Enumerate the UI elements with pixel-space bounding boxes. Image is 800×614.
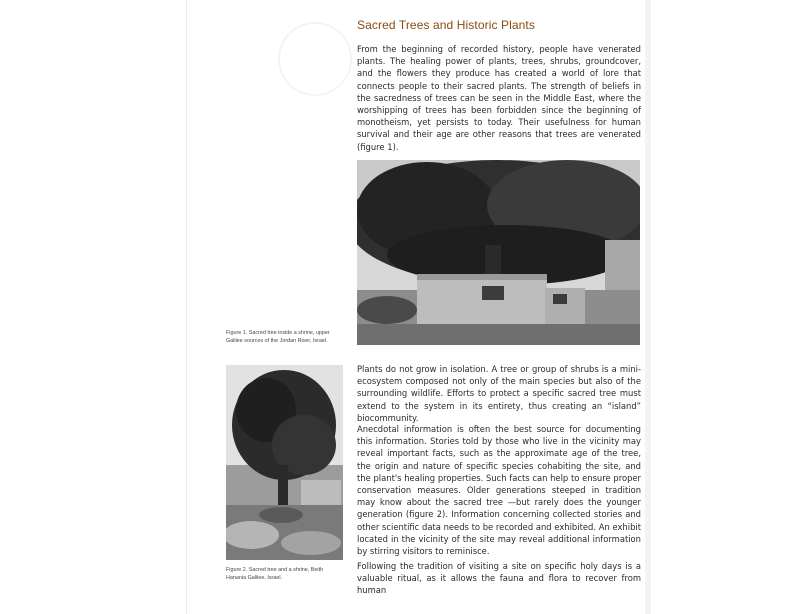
- figure-1-photo: [357, 160, 640, 345]
- tree-and-shrine-image: [226, 365, 343, 560]
- bleed-through-mark: [278, 22, 352, 96]
- paragraph-4: Following the tradition of visiting a site on specific holy days is a valuable ritual, as it allows the fauna and flora to recover from human: [357, 561, 641, 596]
- figure-2-photo: [226, 365, 343, 560]
- paragraph-2: Plants do not grow in isolation. A tree or group of shrubs is a mini-ecosystem composed not only of the main species but also of the surrounding wildlife. Efforts to protect a specific sacred tree must extend to the system in its entirety, thus creating an “island” biocommunity.: [357, 364, 641, 423]
- figure-2-caption: Figure 2. Sacred tree and a shrine, Beith Hanania Galilee, Israel.: [226, 567, 324, 581]
- figure-1-caption: Figure 1. Sacred tree inside a shrine, upper Galilee sources of the Jordan River, Israel.: [226, 330, 330, 344]
- article-title: Sacred Trees and Historic Plants: [357, 18, 535, 32]
- paragraph-3: Anecdotal information is often the best source for documenting this information. Stories told by those who live in the vicinity may reveal important facts, such as the approximate age of the tree, the origin and nature of specific species cohabiting the site, and the plant's healing properties. Such facts can help to ensure proper conservation measures. Older generations steeped in tradition may know about the sacred tree —but rarely does the younger generation (figure 2). Information concerning collected stories and other scientific data needs to be recorded and exhibited. An exhibit located in the vicinity of the site may reveal additional information by stirring visitors to reminisce.: [357, 424, 641, 557]
- sacred-tree-shrine-image: [357, 160, 640, 345]
- paragraph-1: From the beginning of recorded history, people have venerated plants. The healing power of plants, trees, shrubs, groundcover, and the flowers they produce has created a world of lore that connects people to their sacred plants. The strength of beliefs in the sacredness of trees can be seen in the Middle East, where the worshipping of trees has been forbidden since the beginning of monotheism, yet persists to today. Their usefulness for human survival and their age are other reasons that trees are venerated (figure 1).: [357, 44, 641, 152]
